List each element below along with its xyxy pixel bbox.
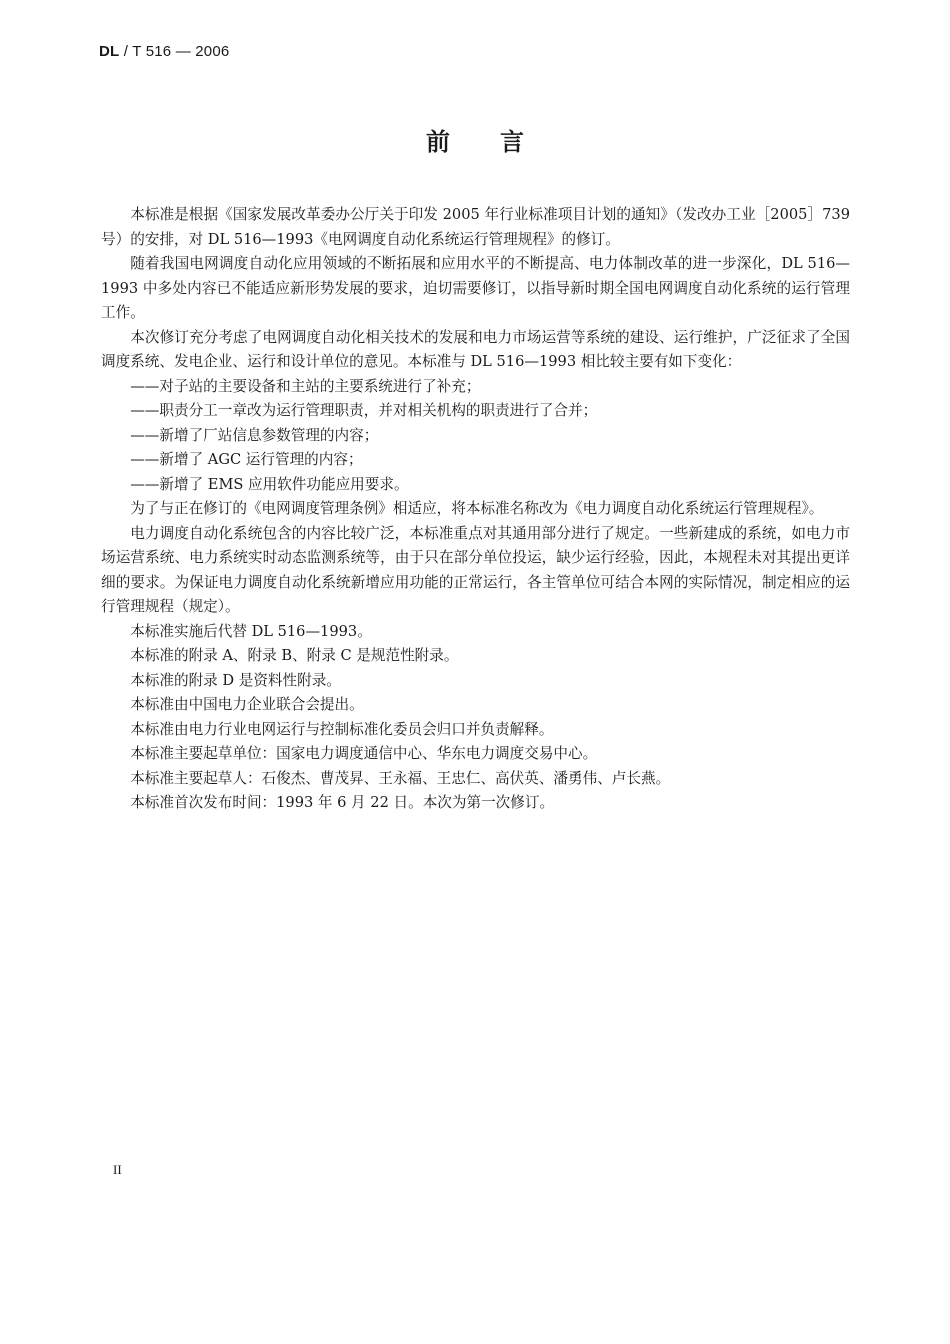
page-title-char-2: 言	[500, 128, 524, 156]
paragraph-background: 随着我国电网调度自动化应用领域的不断拓展和应用水平的不断提高、电力体制改革的进一步深化，DL 516—1993 中多处内容已不能适应新形势发展的要求，迫切需要修订，以指导新时期全国电网调度自动化系统的运行管理工作。	[101, 255, 850, 321]
list-item-change: ——新增了 EMS 应用软件功能应用要求。	[130, 475, 409, 493]
document-code-prefix: DL	[99, 43, 120, 60]
paragraph-interpreter: 本标准由电力行业电网运行与控制标准化委员会归口并负责解释。	[130, 720, 554, 738]
document-code-number: / T 516 — 2006	[119, 43, 230, 60]
foreword-body	[101, 203, 850, 816]
paragraph-informative-annex: 本标准的附录 D 是资料性附录。	[130, 671, 341, 689]
page-number: II	[113, 1162, 122, 1177]
paragraph-drafters: 本标准主要起草人：石俊杰、曹茂昇、王永福、王忠仁、高伏英、潘勇伟、卢长燕。	[130, 769, 671, 787]
paragraph-title-change: 为了与正在修订的《电网调度管理条例》相适应，将本标准名称改为《电力调度自动化系统运行管理规程》。	[130, 500, 824, 517]
document-code	[99, 43, 229, 60]
paragraph-publication-date: 本标准首次发布时间：1993 年 6 月 22 日。本次为第一次修订。	[130, 794, 555, 811]
list-item-change: ——新增了厂站信息参数管理的内容；	[130, 426, 379, 444]
page-title-char-1: 前	[426, 128, 450, 156]
list-item-change: ——对子站的主要设备和主站的主要系统进行了补充；	[130, 377, 481, 395]
list-item-change: ——职责分工一章改为运行管理职责，并对相关机构的职责进行了合并；	[130, 402, 598, 419]
paragraph-basis: 本标准是根据《国家发展改革委办公厅关于印发 2005 年行业标准项目计划的通知》（发改办工业［2005］739 号）的安排，对 DL 516—1993《电网调度自动化系统运行管理规程》的修订。	[101, 206, 850, 248]
paragraph-revision-scope: 本次修订充分考虑了电网调度自动化相关技术的发展和电力市场运营等系统的建设、运行维护，广泛征求了全国调度系统、发电企业、运行和设计单位的意见。本标准与 DL 516—1993 相比较主要有如下变化：	[101, 328, 850, 370]
paragraph-proposer: 本标准由中国电力企业联合会提出。	[130, 696, 364, 713]
paragraph-normative-annexes: 本标准的附录 A、附录 B、附录 C 是规范性附录。	[130, 647, 459, 664]
paragraph-replacement: 本标准实施后代替 DL 516—1993。	[130, 622, 372, 640]
paragraph-content-scope: 电力调度自动化系统包含的内容比较广泛，本标准重点对其通用部分进行了规定。一些新建成的系统，如电力市场运营系统、电力系统实时动态监测系统等，由于只在部分单位投运，缺少运行经验，因此，本规程未对其提出更详细的要求。为保证电力调度自动化系统新增应用功能的正常运行，各主管单位可结合本网的实际情况，制定相应的运行管理规程（规定）。	[101, 524, 850, 615]
list-item-change: ——新增了 AGC 运行管理的内容；	[130, 451, 363, 468]
page-title	[0, 122, 950, 157]
paragraph-drafting-units: 本标准主要起草单位：国家电力调度通信中心、华东电力调度交易中心。	[130, 745, 598, 762]
